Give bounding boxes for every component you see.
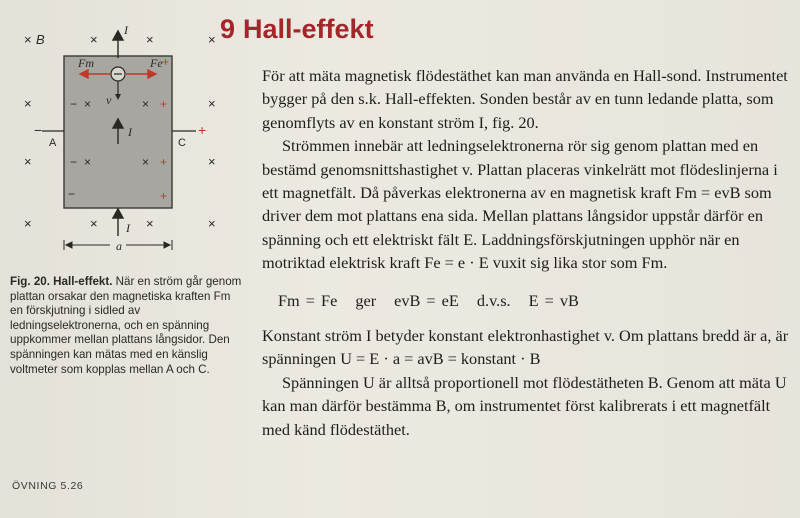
cross-mark: × bbox=[208, 96, 216, 111]
cross-mark: × bbox=[24, 32, 32, 47]
plus-sign: + bbox=[198, 122, 207, 138]
cross-mark: × bbox=[84, 155, 92, 169]
cross-mark: × bbox=[142, 155, 150, 169]
minus-sign: − bbox=[34, 122, 43, 138]
arrow-head-icon bbox=[113, 209, 123, 218]
paragraph: Konstant ström I betyder konstant elektronhastighet v. Om plattans bredd är a, är spänningen U = E · a = avB = konstant · B bbox=[262, 326, 789, 369]
cross-mark: × bbox=[208, 154, 216, 169]
cross-mark: × bbox=[24, 216, 32, 231]
fm-label: Fm bbox=[78, 56, 94, 70]
cross-mark: × bbox=[208, 32, 216, 47]
b-label: B bbox=[36, 32, 45, 47]
current-label-top: I bbox=[124, 23, 128, 37]
exercise-reference: ÖVNING 5.26 bbox=[12, 480, 84, 492]
minus-sign: − bbox=[68, 187, 76, 201]
plus-sign: + bbox=[162, 55, 170, 69]
cross-mark: × bbox=[90, 32, 98, 47]
terminal-c-label: C bbox=[178, 137, 186, 149]
paragraph: Spänningen U är alltså proportionell mot flödestätheten B. Genom att mäta U kan man därför bestämma B, om instrumentet först kalibrerats i ett magnetfält med känd flödestäthet. bbox=[262, 372, 787, 439]
plus-sign: + bbox=[160, 97, 168, 111]
section-heading bbox=[220, 14, 374, 45]
cross-mark: × bbox=[24, 154, 32, 169]
plus-sign: + bbox=[160, 155, 168, 169]
minus-sign: − bbox=[70, 97, 78, 111]
minus-sign: − bbox=[70, 155, 78, 169]
caption-lead: Fig. 20. Hall-effekt. bbox=[10, 275, 113, 288]
caption-text: När en ström går genom plattan orsakar den magnetiska kraften Fm en förskjutning i sidled av ledningselektronerna, och en spänning uppkommer mellan plattans långsidor. Den spänningen kan mätas med en känslig voltmeter som kopplas mellan A och C. bbox=[10, 275, 242, 376]
width-label: a bbox=[116, 239, 122, 253]
cross-mark: × bbox=[142, 97, 150, 111]
formula-word: d.v.s. bbox=[476, 290, 511, 310]
formula-word: ger bbox=[355, 290, 377, 310]
arrow-head-icon bbox=[113, 31, 123, 40]
arrow-head-icon bbox=[66, 242, 72, 248]
fe-label: Fe bbox=[150, 56, 163, 70]
cross-mark: × bbox=[208, 216, 216, 231]
body-text bbox=[262, 64, 792, 441]
arrow-head-icon bbox=[164, 242, 170, 248]
current-label-mid: I bbox=[128, 125, 132, 139]
formula-part: evB = eE bbox=[394, 290, 459, 310]
cross-mark: × bbox=[90, 216, 98, 231]
terminal-a-label: A bbox=[49, 137, 57, 149]
cross-mark: × bbox=[24, 96, 32, 111]
velocity-label: v bbox=[106, 93, 112, 107]
figure-caption bbox=[10, 275, 246, 377]
paragraph: För att mäta magnetisk flödestäthet kan man använda en Hall-sond. Instrumentet bygger på den s.k. Hall-effekten. Sonden består av en tunn ledande platta, som genomflyts av en konstant ström I, fig. 20. bbox=[262, 66, 788, 132]
hall-effect-diagram bbox=[18, 14, 250, 272]
formula-part: Fm = Fe bbox=[278, 290, 338, 310]
hall-effect-figure bbox=[18, 14, 250, 272]
paragraph: Strömmen innebär att ledningselektronerna rör sig genom plattan med en bestämd genomsnittshastighet v. Plattan placeras vinkelrätt mot flödeslinjerna i ett magnetfält. Då påverkas elektronerna av en magnetisk kraft Fm = evB som driver dem mot plattans ena sida. Mellan plattans långsidor uppstår därför en spänning och ett elektriskt fält E. Laddningsförskjutningen upphör när en motriktad elektrisk kraft Fe = e · E vuxit sig lika stor som Fm. bbox=[262, 136, 778, 273]
cross-mark: × bbox=[146, 32, 154, 47]
formula-line bbox=[278, 289, 792, 312]
cross-mark: × bbox=[146, 216, 154, 231]
cross-mark: × bbox=[84, 97, 92, 111]
current-label-bottom: I bbox=[126, 221, 130, 235]
section-title: Hall-effekt bbox=[243, 14, 374, 44]
plus-sign: + bbox=[160, 189, 168, 203]
section-number: 9 bbox=[220, 14, 236, 44]
formula-part: E = vB bbox=[528, 290, 579, 310]
